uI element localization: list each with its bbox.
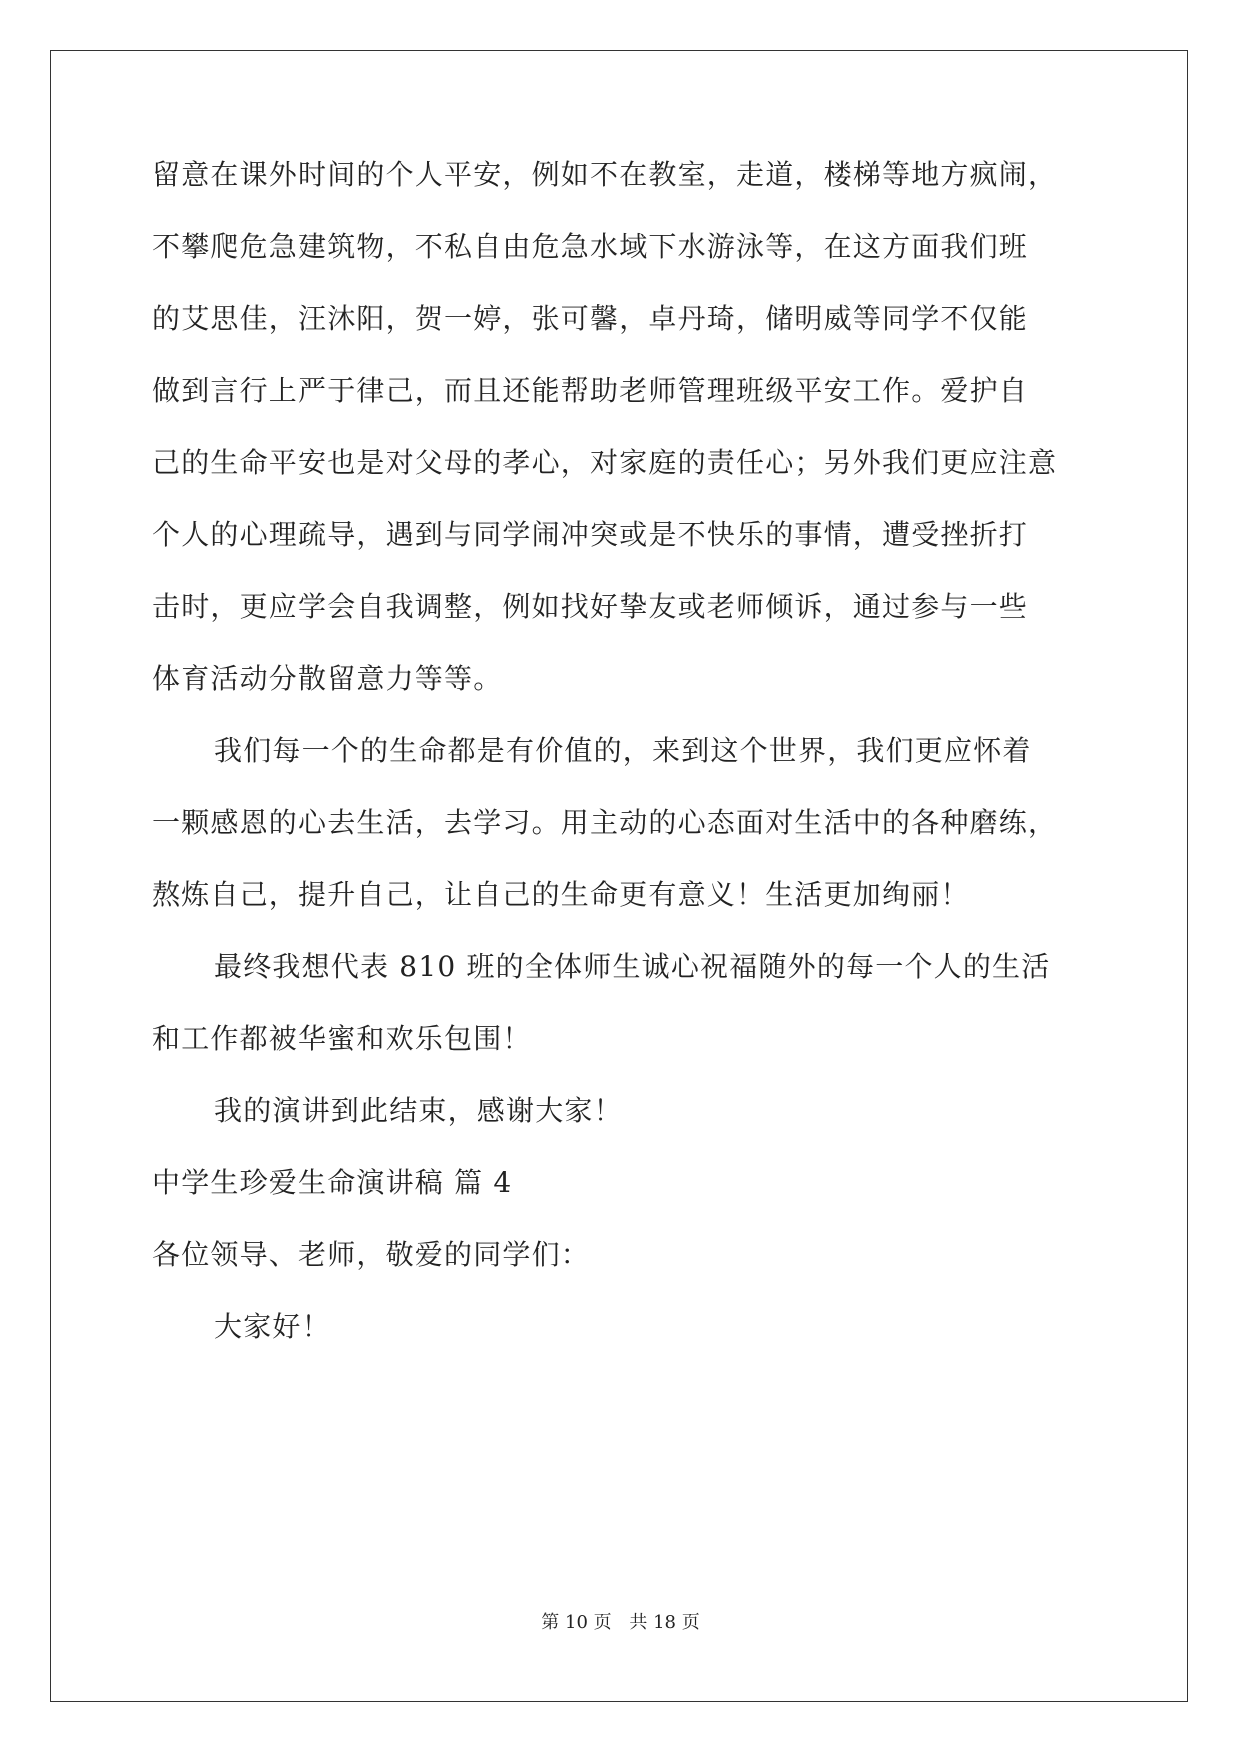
closing-line: 我的演讲到此结束，感谢大家！ (214, 1094, 623, 1127)
greeting: 大家好！ (214, 1310, 331, 1343)
page-border (50, 50, 1188, 1702)
paragraph-start: 我们每一个的生命都是有价值的，来到这个世界，我们更应怀着 (214, 734, 1032, 767)
section-heading: 中学生珍爱生命演讲稿 篇 4 (152, 1166, 513, 1199)
body-line: 做到言行上严于律己，而且还能帮助老师管理班级平安工作。爱护自 (152, 374, 1029, 407)
paragraph-start: 最终我想代表 810 班的全体师生诚心祝福随外的每一个人的生活 (214, 950, 1051, 983)
body-line: 不攀爬危急建筑物，不私自由危急水域下水游泳等，在这方面我们班 (152, 230, 1029, 263)
body-line: 体育活动分散留意力等等。 (152, 662, 503, 695)
body-line: 个人的心理疏导，遇到与同学闹冲突或是不快乐的事情，遭受挫折打 (152, 518, 1029, 551)
body-line: 己的生命平安也是对父母的孝心，对家庭的责任心；另外我们更应注意 (152, 446, 1058, 479)
body-line: 熬炼自己，提升自己，让自己的生命更有意义！生活更加绚丽！ (152, 878, 970, 911)
page-footer (0, 1608, 1241, 1634)
body-line: 的艾思佳，汪沐阳，贺一婷，张可馨，卓丹琦，储明威等同学不仅能 (152, 302, 1029, 335)
page-number: 第 10 页 (541, 1612, 612, 1633)
body-line: 和工作都被华蜜和欢乐包围！ (152, 1022, 532, 1055)
page-total: 共 18 页 (629, 1612, 700, 1633)
body-line: 击时，更应学会自我调整，例如找好挚友或老师倾诉，通过参与一些 (152, 590, 1029, 623)
salutation: 各位领导、老师，敬爱的同学们： (152, 1238, 591, 1271)
body-line: 留意在课外时间的个人平安，例如不在教室，走道，楼梯等地方疯闹， (152, 158, 1058, 191)
body-line: 一颗感恩的心去生活，去学习。用主动的心态面对生活中的各种磨练， (152, 806, 1058, 839)
